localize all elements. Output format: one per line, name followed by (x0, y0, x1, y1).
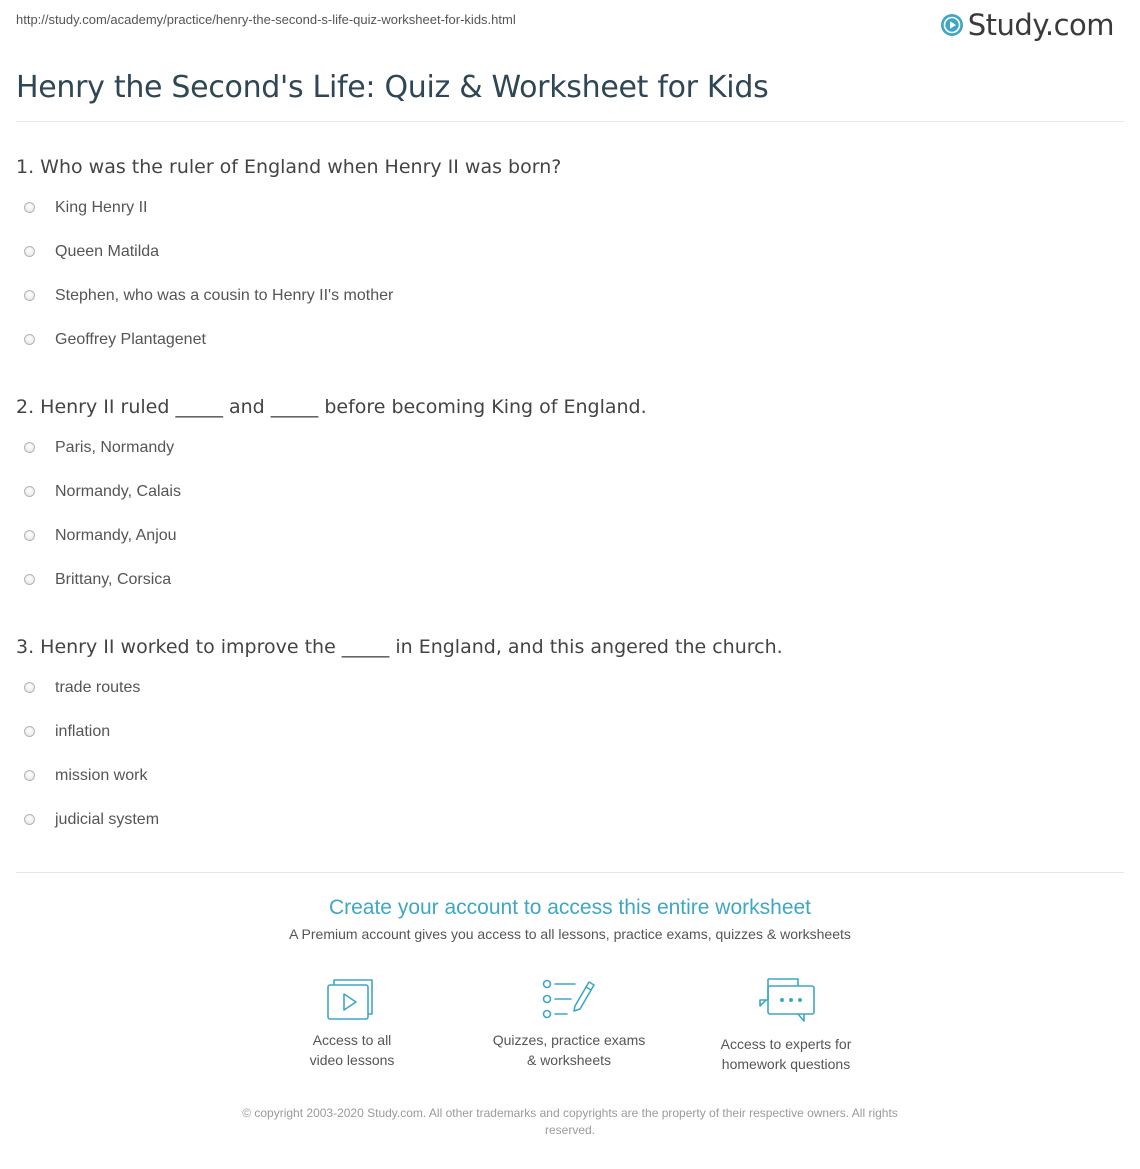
answer-choice[interactable] (16, 286, 1116, 330)
feature-label-line: homework questions (721, 1056, 851, 1072)
choice-label: judicial system (55, 811, 160, 828)
question-text: 2. Henry II ruled _____ and _____ before becoming King of England. (16, 396, 647, 418)
feature-label-line: video lessons (309, 1052, 395, 1068)
radio-button[interactable] (24, 246, 35, 257)
create-account-link[interactable]: Create your account to access this entire worksheet (328, 896, 812, 919)
quiz-checklist-icon (541, 976, 597, 1022)
content-divider (16, 872, 1124, 873)
header-divider (16, 121, 1124, 122)
feature-quizzes (469, 976, 669, 1070)
answer-choice[interactable] (16, 438, 1116, 482)
radio-button[interactable] (24, 530, 35, 541)
choice-label: inflation (55, 723, 111, 740)
answer-choices (16, 198, 1116, 374)
study-logo[interactable] (940, 8, 1114, 42)
answer-choice[interactable] (16, 570, 1116, 614)
feature-label-line: Quizzes, practice exams (492, 1032, 646, 1048)
copyright-line: © copyright 2003-2020 Study.com. All other trademarks and copyrights are the property of their respective owners. All rights (242, 1106, 898, 1120)
radio-button[interactable] (24, 814, 35, 825)
choice-label: mission work (55, 767, 148, 784)
copyright-notice (210, 1105, 930, 1139)
question-text: 1. Who was the ruler of England when Henry II was born? (16, 156, 562, 178)
video-lessons-icon (326, 976, 378, 1022)
feature-label-line: Access to all (312, 1032, 392, 1048)
answer-choice[interactable] (16, 198, 1116, 242)
answer-choices (16, 678, 1116, 854)
question-2 (16, 394, 1116, 614)
feature-label-line: Access to experts for (720, 1036, 852, 1052)
radio-button[interactable] (24, 442, 35, 453)
page-url: http://study.com/academy/practice/henry-the-second-s-life-quiz-worksheet-for-kids.html (16, 12, 516, 27)
answer-choice[interactable] (16, 330, 1116, 374)
answer-choice[interactable] (16, 242, 1116, 286)
logo-text: Study.com (967, 8, 1114, 42)
choice-label: Geoffrey Plantagenet (55, 331, 206, 348)
page-title: Henry the Second's Life: Quiz & Worksheet for Kids (16, 70, 769, 105)
radio-button[interactable] (24, 770, 35, 781)
question-1 (16, 154, 1116, 374)
radio-button[interactable] (24, 202, 35, 213)
feature-experts (686, 976, 886, 1074)
answer-choice[interactable] (16, 678, 1116, 722)
answer-choice[interactable] (16, 482, 1116, 526)
radio-button[interactable] (24, 486, 35, 497)
answer-choice[interactable] (16, 766, 1116, 810)
answer-choices (16, 438, 1116, 614)
choice-label: trade routes (55, 679, 141, 696)
radio-button[interactable] (24, 726, 35, 737)
play-circle-icon (940, 13, 964, 37)
feature-label-line: & worksheets (526, 1052, 612, 1068)
choice-label: Normandy, Anjou (55, 527, 177, 544)
radio-button[interactable] (24, 334, 35, 345)
feature-video-lessons (252, 976, 452, 1070)
choice-label: Normandy, Calais (55, 483, 181, 500)
question-3 (16, 634, 1116, 854)
choice-label: Queen Matilda (55, 243, 160, 260)
radio-button[interactable] (24, 682, 35, 693)
copyright-line: reserved. (544, 1123, 596, 1137)
answer-choice[interactable] (16, 810, 1116, 854)
choice-label: King Henry II (55, 199, 148, 216)
premium-description: A Premium account gives you access to all lessons, practice exams, quizzes & worksheets (289, 926, 851, 942)
radio-button[interactable] (24, 574, 35, 585)
choice-label: Brittany, Corsica (55, 571, 172, 588)
choice-label: Paris, Normandy (55, 439, 175, 456)
question-text: 3. Henry II worked to improve the _____ in England, and this angered the church. (16, 636, 783, 658)
choice-label: Stephen, who was a cousin to Henry II's mother (55, 287, 394, 304)
chat-bubbles-icon (754, 976, 818, 1026)
answer-choice[interactable] (16, 722, 1116, 766)
radio-button[interactable] (24, 290, 35, 301)
answer-choice[interactable] (16, 526, 1116, 570)
